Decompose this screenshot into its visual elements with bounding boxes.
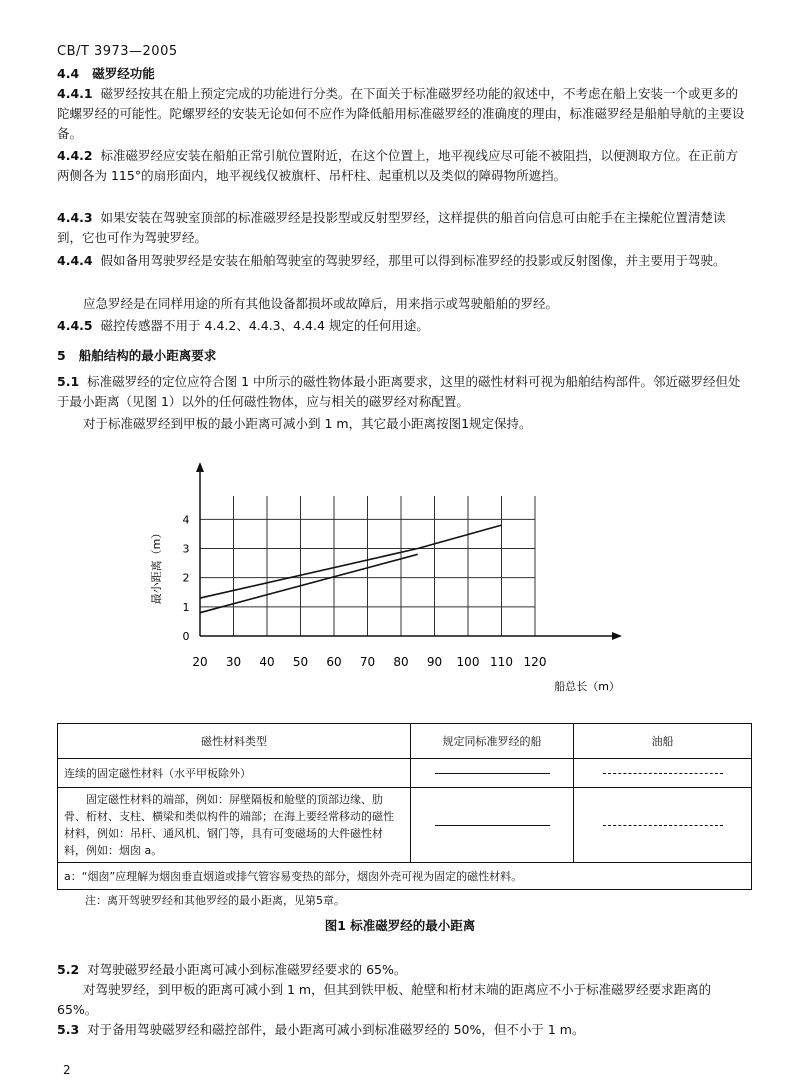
x-axis-label: 船总长（m） (554, 680, 620, 693)
clause-number: 4.4.1 (57, 86, 93, 101)
paragraph-4-4-2 (57, 146, 747, 186)
clause-text: 磁罗经按其在船上预定完成的功能进行分类。在下面关于标准磁罗经功能的叙述中，不考虑在船上安装一个或更多的陀螺罗经的可能性。陀螺罗经的安装无论如何不应作为降低船用标准磁罗经的准确度的理由，标准磁罗经是船舶导航的主要设备。 (57, 86, 745, 141)
table-header: 油船 (574, 724, 752, 759)
paragraph-5-2 (57, 960, 747, 980)
magnetic-material-table (57, 723, 752, 890)
x-axis-arrow (612, 632, 622, 640)
clause-number: 4.4.4 (57, 253, 93, 268)
dashed-line-mark (603, 773, 723, 774)
y-tick-label: 1 (182, 600, 190, 614)
x-tick-label: 80 (393, 655, 409, 669)
x-tick-label: 120 (523, 655, 547, 669)
x-tick-label: 100 (456, 655, 480, 669)
section-title: 磁罗经功能 (92, 66, 155, 81)
clause-number: 4.4.5 (57, 318, 93, 333)
y-tick-label: 4 (182, 513, 190, 527)
table-header: 规定同标准罗经的船 (411, 724, 574, 759)
clause-number: 5.3 (57, 1022, 80, 1037)
series-line-1 (200, 525, 502, 598)
section-5-heading (57, 346, 747, 366)
y-tick-label: 0 (182, 630, 190, 643)
section-number: 4.4 (57, 66, 80, 81)
figure-note: 注：离开驾驶罗经和其他罗经的最小距离，见第5章。 (85, 894, 345, 907)
min-distance-chart (150, 456, 630, 696)
paragraph-5-3 (57, 1020, 747, 1040)
x-tick-label: 20 (192, 655, 208, 669)
x-tick-label: 40 (259, 655, 275, 669)
clause-text: 标准磁罗经应安装在船舶正常引航位置附近，在这个位置上，地平视线应尽可能不被阻挡，以便测取方位。在正前方两侧各为 115°的扇形面内，地平视线仅被旗杆、吊杆柱、起重机以及类似的障碍物所遮挡。 (57, 148, 739, 183)
paragraph-5-1 (57, 372, 747, 412)
paragraph-4-4-1 (57, 84, 747, 144)
table-cell (411, 759, 574, 788)
table-row (58, 863, 752, 890)
table-cell: 连续的固定磁性材料（水平甲板除外） (58, 759, 411, 788)
clause-text: 对于备用驾驶磁罗经和磁控部件，最小距离可减小到标准磁罗经的 50%，但不小于 1 m。 (87, 1022, 585, 1037)
clause-number: 4.4.2 (57, 148, 93, 163)
section-title: 船舶结构的最小距离要求 (78, 348, 217, 363)
x-tick-label: 110 (490, 655, 513, 669)
x-tick-label: 70 (359, 655, 376, 669)
series-line-2 (200, 554, 418, 612)
y-tick-label: 3 (182, 542, 190, 556)
table-cell (574, 788, 752, 863)
x-tick-label: 50 (292, 655, 309, 669)
document-code: CB/T 3973—2005 (57, 44, 178, 59)
paragraph-4-4-3 (57, 208, 747, 248)
table-row (58, 759, 752, 788)
paragraph-4-4-4 (57, 251, 747, 271)
table-cell (411, 788, 574, 863)
table-header-row (58, 724, 752, 759)
clause-number: 5.1 (57, 374, 80, 389)
clause-number: 4.4.3 (57, 210, 93, 225)
section-number: 5 (57, 348, 66, 363)
section-4-4-heading (57, 64, 747, 84)
x-tick-label: 30 (225, 655, 242, 669)
table-cell (574, 759, 752, 788)
x-tick-label: 60 (326, 655, 342, 669)
clause-text: 对驾驶磁罗经最小距离可减小到标准磁罗经要求的 65%。 (87, 962, 407, 977)
clause-number: 5.2 (57, 962, 80, 977)
paragraph-5-2-b: 对驾驶罗经，到甲板的距离可减小到 1 m，但其到铁甲板、舱壁和桁材末端的距离应不小于标准磁罗经要求距离的65%。 (57, 982, 712, 1017)
y-tick-label: 2 (182, 571, 190, 585)
dashed-line-mark (603, 825, 723, 826)
solid-line-mark (435, 773, 550, 774)
y-axis-label: 最小距离（m） (150, 527, 163, 605)
clause-text: 假如备用驾驶罗经是安装在船舶驾驶室的驾驶罗经，那里可以得到标准罗经的投影或反射图像，并主要用于驾驶。 (100, 253, 726, 268)
page-number: 2 (63, 1063, 71, 1077)
paragraph-4-4-5 (57, 316, 747, 336)
figure-caption: 图1 标准磁罗经的最小距离 (324, 918, 476, 933)
y-axis-arrow (196, 462, 204, 472)
clause-text: 如果安装在驾驶室顶部的标准磁罗经是投影型或反射型罗经，这样提供的船首向信息可由舵手在主操舵位置清楚读到，它也可作为驾驶罗经。 (57, 210, 726, 245)
clause-text: 标准磁罗经的定位应符合图 1 中所示的磁性物体最小距离要求，这里的磁性材料可视为船舶结构部件。邻近磁罗经但处于最小距离（见图 1）以外的任何磁性物体，应与相关的磁罗经对称配置。 (57, 374, 741, 409)
table-footnote: a：“烟囱”应理解为烟囱垂直烟道或排气管容易变热的部分，烟囱外壳可视为固定的磁性材料。 (58, 863, 752, 890)
clause-text: 磁控传感器不用于 4.4.2、4.4.3、4.4.4 规定的任何用途。 (100, 318, 429, 333)
table-header: 磁性材料类型 (58, 724, 411, 759)
paragraph-4-4-4-b: 应急罗经是在同样用途的所有其他设备都损坏或故障后，用来指示或驾驶船舶的罗经。 (83, 296, 559, 311)
solid-line-mark (435, 825, 550, 826)
table-row (58, 788, 752, 863)
x-tick-label: 90 (426, 655, 443, 669)
paragraph-5-1-b: 对于标准磁罗经到甲板的最小距离可减小到 1 m，其它最小距离按图1规定保持。 (83, 416, 532, 431)
table-cell: 固定磁性材料的端部，例如：屏壁隔板和舱壁的顶部边缘、肋骨、桁材、支柱、横梁和类似构件的端部；在海上要经常移动的磁性材料，例如：吊杆、通风机、钢门等，具有可变磁场的大件磁性材料，例如：烟囱 a。 (58, 788, 411, 863)
